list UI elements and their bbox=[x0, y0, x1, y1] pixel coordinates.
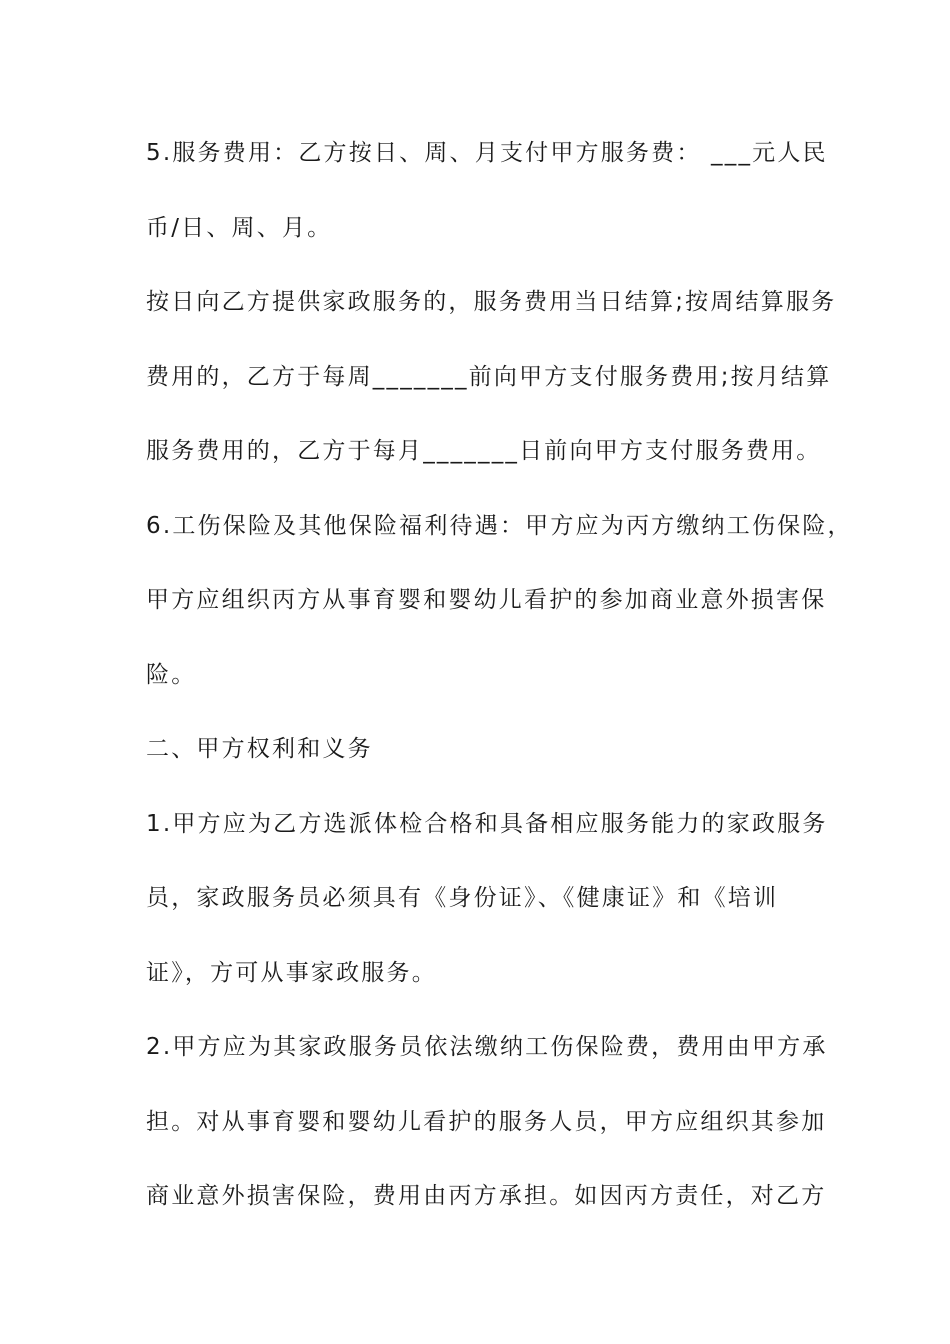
text-line: 商业意外损害保险，费用由丙方承担。如因丙方责任，对乙方 bbox=[146, 1183, 827, 1209]
text-line: 费用的，乙方于每周_______前向甲方支付服务费用;按月结算 bbox=[146, 364, 832, 390]
text-line: 证》，方可从事家政服务。 bbox=[146, 960, 437, 986]
text-line: 员，家政服务员必须具有《身份证》、《健康证》和《培训 bbox=[146, 885, 779, 911]
section-heading: 二、甲方权利和义务 bbox=[146, 736, 373, 762]
text-line: 担。对从事育婴和婴幼儿看护的服务人员，甲方应组织其参加 bbox=[146, 1109, 827, 1135]
text-line: 按日向乙方提供家政服务的，服务费用当日结算;按周结算服务 bbox=[146, 289, 837, 315]
text-line: 2.甲方应为其家政服务员依法缴纳工伤保险费，费用由甲方承 bbox=[146, 1034, 828, 1060]
text-line: 6.工伤保险及其他保险福利待遇：甲方应为丙方缴纳工伤保险， bbox=[146, 513, 853, 539]
text-line: 甲方应组织丙方从事育婴和婴幼儿看护的参加商业意外损害保 bbox=[146, 587, 827, 613]
text-line: 币/日、周、月。 bbox=[146, 215, 333, 241]
text-line: 服务费用的，乙方于每月_______日前向甲方支付服务费用。 bbox=[146, 438, 822, 464]
text-line: 1.甲方应为乙方选派体检合格和具备相应服务能力的家政服务 bbox=[146, 811, 828, 837]
text-line: 5.服务费用：乙方按日、周、月支付甲方服务费： ___元人民 bbox=[146, 140, 828, 166]
text-line: 险。 bbox=[146, 662, 197, 688]
